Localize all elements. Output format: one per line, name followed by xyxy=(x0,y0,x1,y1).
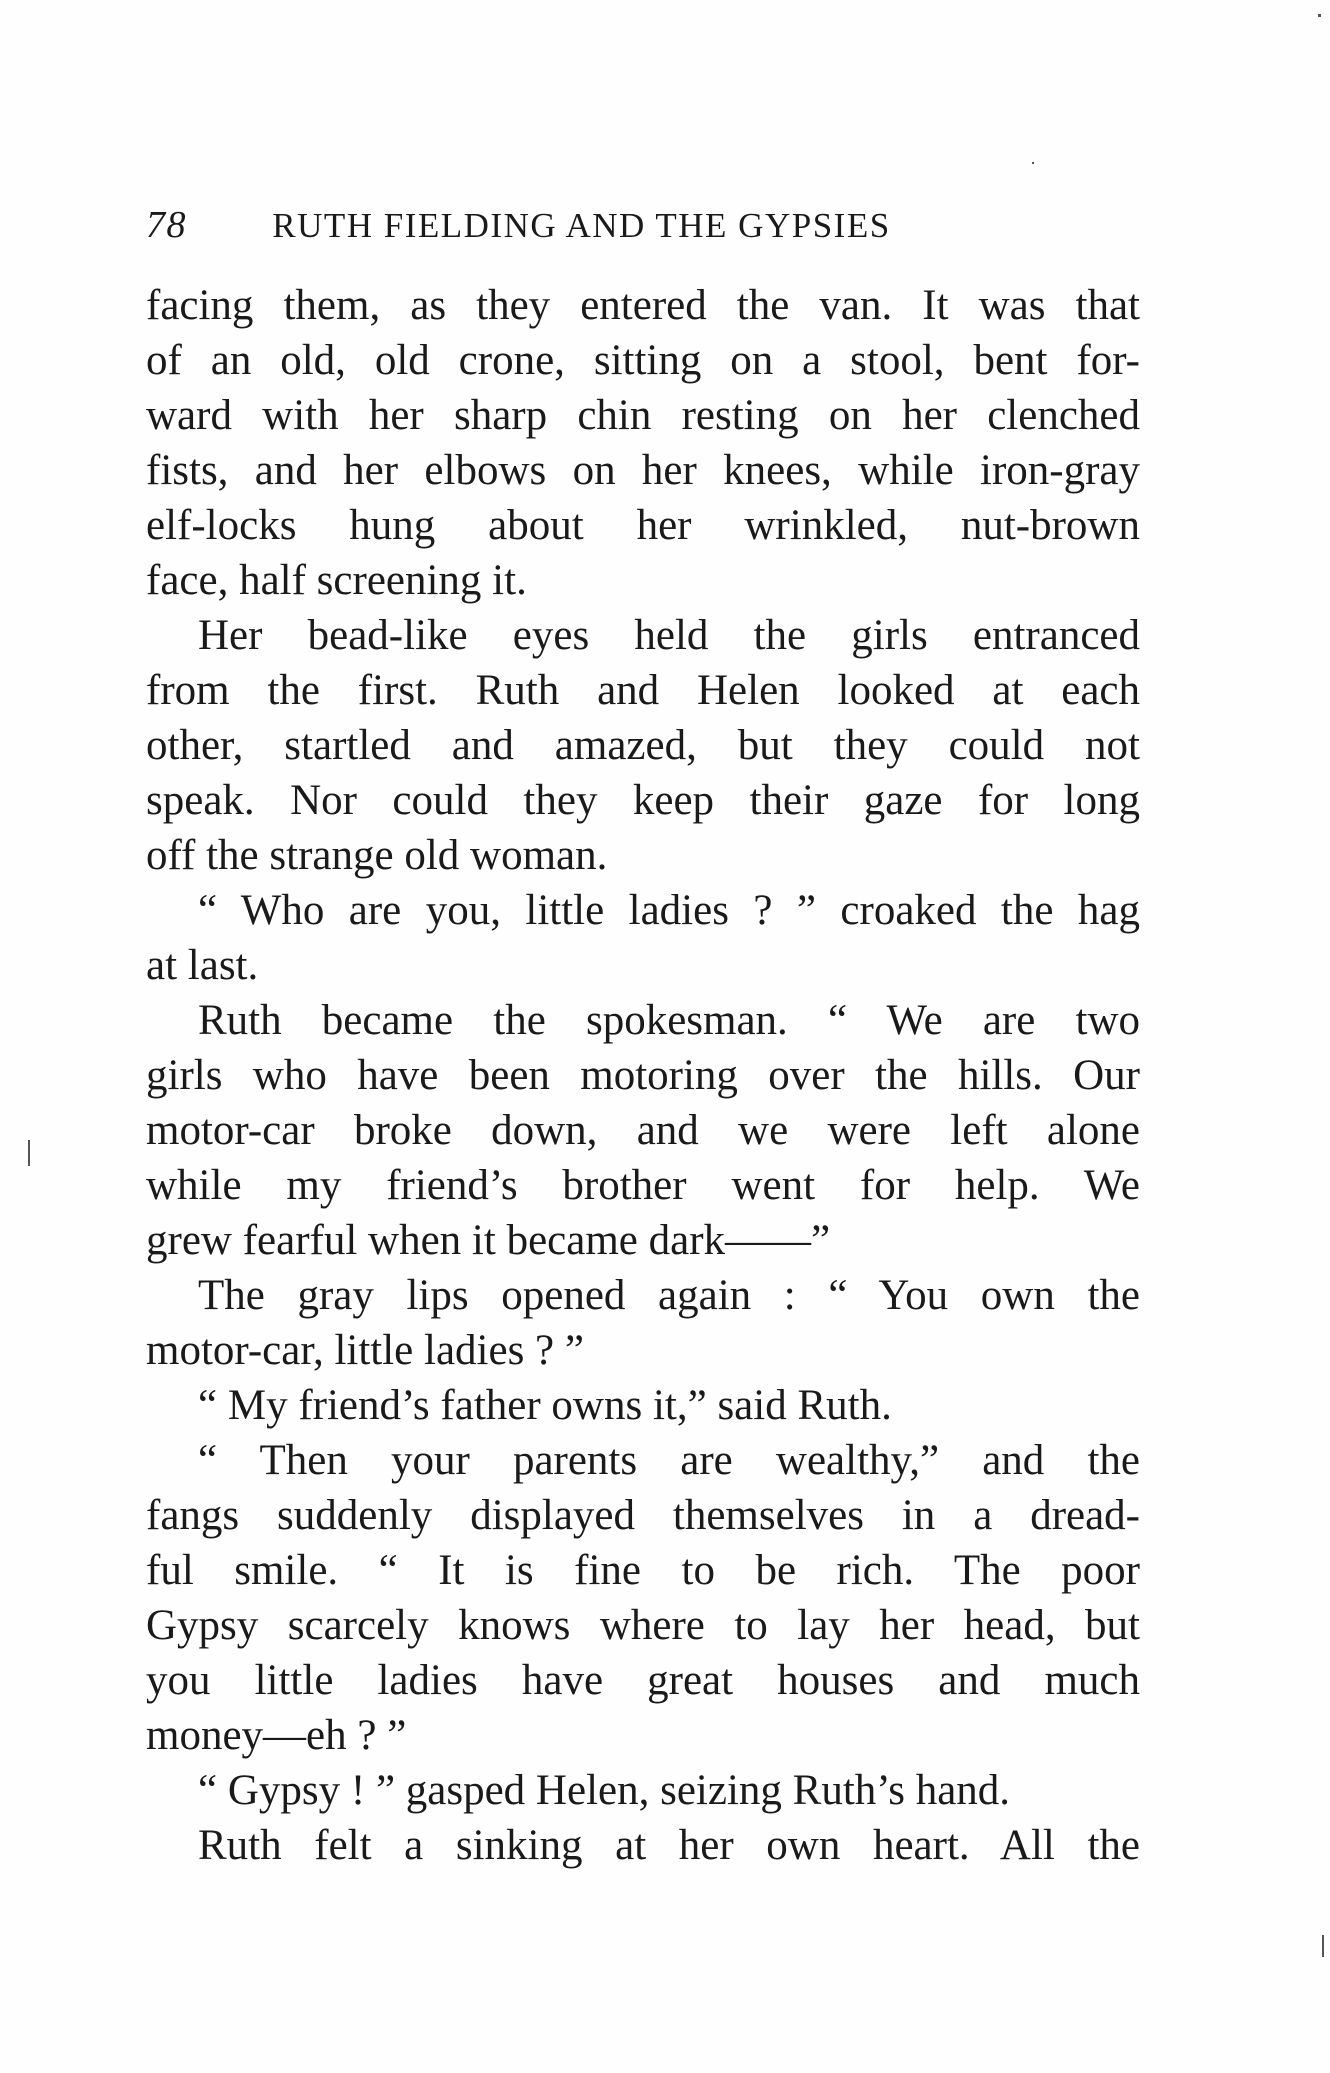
text-line: “ Who are you, little ladies ? ” croaked the hag xyxy=(198,887,1140,934)
text-line: Ruth became the spokesman. “ We are two xyxy=(198,997,1140,1044)
page-header xyxy=(146,195,1026,255)
text-line: The gray lips opened again : “ You own the xyxy=(198,1272,1140,1319)
text-line: motor-car broke down, and we were left alone xyxy=(146,1107,1140,1154)
text-line: you little ladies have great houses and much xyxy=(146,1657,1140,1704)
scan-speck xyxy=(1318,14,1321,17)
text-line: “ My friend’s father owns it,” said Ruth. xyxy=(198,1382,892,1429)
scan-speck xyxy=(1032,162,1034,164)
text-line: money—eh ? ” xyxy=(146,1712,407,1759)
scan-speck xyxy=(1322,1935,1324,1957)
text-line: fangs suddenly displayed themselves in a dread- xyxy=(146,1492,1140,1539)
scan-speck xyxy=(28,1140,30,1166)
text-line: facing them, as they entered the van. It was that xyxy=(146,282,1140,329)
text-line: “ Gypsy ! ” gasped Helen, seizing Ruth’s hand. xyxy=(198,1767,1011,1814)
page-number: 78 xyxy=(146,204,187,246)
body-text xyxy=(146,278,1140,1978)
text-line: at last. xyxy=(146,942,259,989)
text-line: ful smile. “ It is fine to be rich. The poor xyxy=(146,1547,1140,1594)
text-line: while my friend’s brother went for help. We xyxy=(146,1162,1140,1209)
text-line: Her bead-like eyes held the girls entranced xyxy=(198,612,1140,659)
running-title: RUTH FIELDING AND THE GYPSIES xyxy=(272,206,891,245)
text-line: girls who have been motoring over the hills. Our xyxy=(146,1052,1140,1099)
text-line: Gypsy scarcely knows where to lay her head, but xyxy=(146,1602,1140,1649)
text-line: off the strange old woman. xyxy=(146,832,608,879)
text-line: of an old, old crone, sitting on a stool, bent for- xyxy=(146,337,1140,384)
text-line: fists, and her elbows on her knees, while iron-gray xyxy=(146,447,1140,494)
text-line: Ruth felt a sinking at her own heart. All the xyxy=(198,1822,1140,1869)
text-line: motor-car, little ladies ? ” xyxy=(146,1327,584,1374)
text-line: other, startled and amazed, but they could not xyxy=(146,722,1140,769)
text-line: grew fearful when it became dark——” xyxy=(146,1217,831,1264)
text-line: from the first. Ruth and Helen looked at each xyxy=(146,667,1140,714)
text-line: ward with her sharp chin resting on her clenched xyxy=(146,392,1140,439)
text-line: face, half screening it. xyxy=(146,557,527,604)
text-line: “ Then your parents are wealthy,” and the xyxy=(198,1437,1140,1484)
text-line: elf-locks hung about her wrinkled, nut-brown xyxy=(146,502,1140,549)
text-line: speak. Nor could they keep their gaze for long xyxy=(146,777,1140,824)
